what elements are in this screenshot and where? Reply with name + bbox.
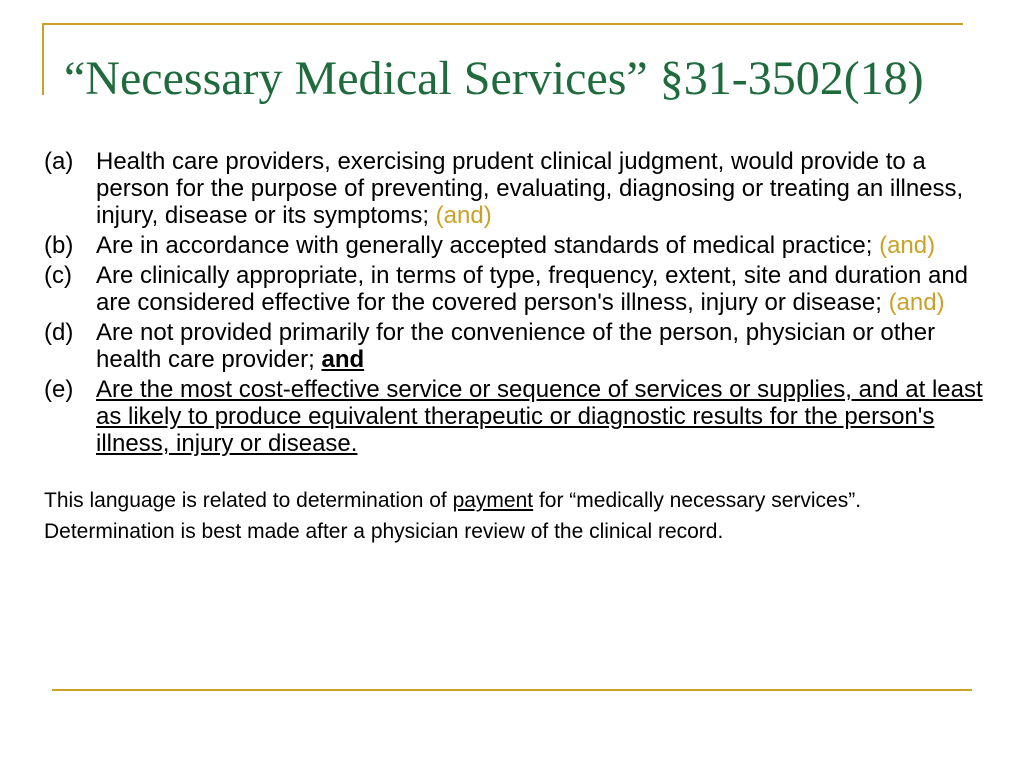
top-rule xyxy=(42,23,963,25)
list-item-b xyxy=(44,232,984,259)
item-marker: (b) xyxy=(44,232,74,259)
footnote-paragraph xyxy=(44,485,944,547)
list-item-c xyxy=(44,262,984,316)
item-text: Are clinically appropriate, in terms of type, frequency, extent, site and duration and are considered effective for the covered person's illness, injury or disease; xyxy=(96,262,969,316)
list-item-e xyxy=(44,376,984,457)
note-text: for “medically necessary services”. Determination is best made after a physician review of the clinical record. xyxy=(44,489,862,543)
item-marker: (c) xyxy=(44,262,72,289)
item-text: Are the most cost-effective service or sequence of services or supplies, and at least as likely to produce equivalent therapeutic or diagnostic results for the person's illness, injury or disease. xyxy=(96,376,983,457)
item-marker: (d) xyxy=(44,319,74,346)
conjunction: (and) xyxy=(435,202,492,229)
item-marker: (a) xyxy=(44,148,74,175)
conjunction: (and) xyxy=(879,232,936,259)
item-text: Are not provided primarily for the convenience of the person, physician or other health care provider; xyxy=(96,319,936,373)
note-text: This language is related to determination of xyxy=(44,489,453,512)
item-text: Are in accordance with generally accepted standards of medical practice; xyxy=(96,232,873,259)
bottom-rule xyxy=(52,689,972,691)
note-emphasis: payment xyxy=(452,489,534,512)
list-item-d xyxy=(44,319,984,373)
item-text: Health care providers, exercising prudent clinical judgment, would provide to a person for the purpose of preventing, evaluating, diagnosing or treating an illness, injury, disease or its symptoms; xyxy=(96,148,964,229)
slide-body xyxy=(44,148,984,547)
list-item-a xyxy=(44,148,984,229)
left-rule xyxy=(42,23,44,95)
conjunction: (and) xyxy=(888,289,945,316)
item-marker: (e) xyxy=(44,376,74,403)
conjunction-emphasis: and xyxy=(321,346,365,373)
slide-title: “Necessary Medical Services” §31-3502(18) xyxy=(64,52,924,105)
